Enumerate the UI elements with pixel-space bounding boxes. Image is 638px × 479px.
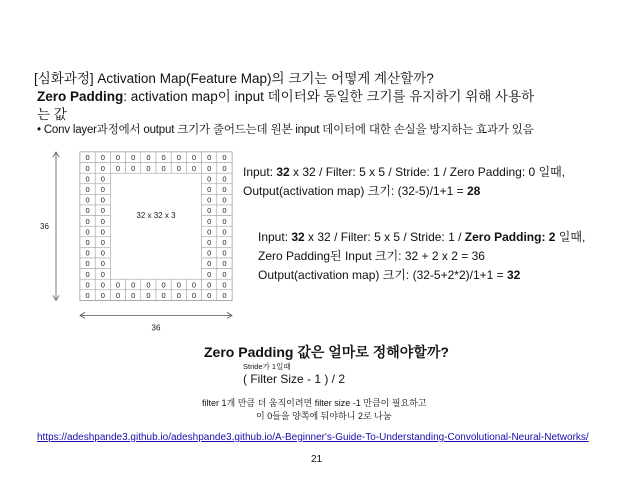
padding-zero: 0 xyxy=(207,269,212,279)
padding-zero: 0 xyxy=(207,185,212,194)
case-with-padding xyxy=(258,228,585,285)
padding-zero: 0 xyxy=(85,269,90,279)
zero-padding-figure xyxy=(34,146,234,336)
padding-zero: 0 xyxy=(146,163,151,173)
bullet-point: • Conv layer과정에서 output 크기가 줄어드는데 원본 input 데이터에 대한 손실을 방지하는 효과가 있음 xyxy=(37,124,534,136)
padding-zero: 0 xyxy=(115,291,121,300)
padding-zero: 0 xyxy=(85,238,90,247)
padding-zero: 0 xyxy=(85,206,90,216)
padding-zero: 0 xyxy=(222,269,227,279)
padding-zero: 0 xyxy=(222,185,227,194)
height-label: 36 xyxy=(40,222,49,232)
padding-zero: 0 xyxy=(207,291,212,300)
padding-zero: 0 xyxy=(207,259,212,269)
padding-zero: 0 xyxy=(85,216,90,226)
width-label: 36 xyxy=(151,323,161,333)
zero-padding-term: Zero Padding xyxy=(37,89,124,104)
case2-line3: Output(activation map) 크기: (32-5+2*2)/1+1 = 32 xyxy=(258,268,521,282)
padding-zero: 0 xyxy=(115,280,121,290)
padding-formula: ( Filter Size - 1 ) / 2 xyxy=(243,372,346,386)
padding-zero: 0 xyxy=(191,291,197,300)
padding-zero: 0 xyxy=(85,174,90,184)
stride-note: Stride가 1일때 xyxy=(243,362,291,371)
padding-zero: 0 xyxy=(85,259,90,269)
padding-zero: 0 xyxy=(161,280,166,290)
padding-zero: 0 xyxy=(131,153,136,163)
padding-zero: 0 xyxy=(191,153,197,163)
padding-zero: 0 xyxy=(85,185,90,194)
padding-zero: 0 xyxy=(207,153,212,163)
padding-zero: 0 xyxy=(207,238,212,247)
padding-zero: 0 xyxy=(100,291,105,300)
padding-zero: 0 xyxy=(131,163,136,173)
padding-zero: 0 xyxy=(191,280,197,290)
padding-zero: 0 xyxy=(207,163,212,173)
padding-zero: 0 xyxy=(161,163,166,173)
padding-zero: 0 xyxy=(222,248,227,258)
padding-zero: 0 xyxy=(100,280,105,290)
padding-zero: 0 xyxy=(146,280,151,290)
padding-zero: 0 xyxy=(100,195,105,205)
padding-zero: 0 xyxy=(85,291,90,300)
padding-zero: 0 xyxy=(207,248,212,258)
padding-zero: 0 xyxy=(222,238,227,247)
padding-zero: 0 xyxy=(222,227,227,237)
padding-zero: 0 xyxy=(100,153,105,163)
slide-title: [심화과정] Activation Map(Feature Map)의 크기는 어떻게 계산할까? xyxy=(34,71,434,86)
padding-zero: 0 xyxy=(100,269,105,279)
padding-zero: 0 xyxy=(85,153,90,163)
padding-zero: 0 xyxy=(85,280,90,290)
padding-zero: 0 xyxy=(146,291,151,300)
case1-line2: Output(activation map) 크기: (32-5)/1+1 = 28 xyxy=(243,184,481,198)
padding-zero: 0 xyxy=(176,291,181,300)
padding-zero: 0 xyxy=(115,153,121,163)
padding-zero: 0 xyxy=(222,195,227,205)
padding-zero: 0 xyxy=(100,185,105,194)
page-number: 21 xyxy=(311,454,323,465)
padding-zero: 0 xyxy=(85,195,90,205)
input-size-label: 32 x 32 x 3 xyxy=(136,211,176,221)
padding-zero: 0 xyxy=(161,291,166,300)
padding-zero: 0 xyxy=(100,227,105,237)
zero-padding-desc: : activation map이 input 데이터와 동일한 크기를 유지하기 위해 사용하 xyxy=(123,89,535,104)
padding-zero: 0 xyxy=(100,216,105,226)
padding-zero: 0 xyxy=(207,195,212,205)
padding-zero: 0 xyxy=(131,291,136,300)
input-region xyxy=(110,173,201,279)
padding-zero: 0 xyxy=(191,163,197,173)
padding-zero: 0 xyxy=(85,248,90,258)
explanation-line2: 이 0들을 양쪽에 둬야하니 2로 나눔 xyxy=(256,411,392,421)
padding-zero: 0 xyxy=(222,153,227,163)
padding-zero: 0 xyxy=(100,174,105,184)
padding-zero: 0 xyxy=(100,238,105,247)
padding-zero: 0 xyxy=(222,206,227,216)
padding-zero: 0 xyxy=(176,153,181,163)
case-no-padding xyxy=(243,163,565,201)
padding-zero: 0 xyxy=(100,163,105,173)
source-link[interactable]: https://adeshpande3.github.io/adeshpande3.github.io/A-Beginner's-Guide-To-Understanding-Convolutional-Neural-Networks/ xyxy=(37,432,589,443)
zero-padding-definition xyxy=(37,85,534,105)
padding-zero: 0 xyxy=(100,259,105,269)
padding-zero: 0 xyxy=(100,248,105,258)
padding-zero: 0 xyxy=(85,163,90,173)
padding-zero: 0 xyxy=(222,280,227,290)
explanation-line1: filter 1개 만큼 더 움직이려면 filter size -1 만큼이 필요하고 xyxy=(202,398,427,408)
padding-zero: 0 xyxy=(161,153,166,163)
padding-zero: 0 xyxy=(207,280,212,290)
padding-zero: 0 xyxy=(115,163,121,173)
case2-line1: Input: 32 x 32 / Filter: 5 x 5 / Stride: 1 / Zero Padding: 2 일때, xyxy=(258,230,586,244)
padding-zero: 0 xyxy=(85,227,90,237)
padding-zero: 0 xyxy=(222,216,227,226)
padding-question: Zero Padding 값은 얼마로 정해야할까? xyxy=(204,344,449,360)
padding-zero: 0 xyxy=(207,227,212,237)
padding-zero: 0 xyxy=(176,163,181,173)
padding-zero: 0 xyxy=(207,216,212,226)
padding-zero: 0 xyxy=(222,174,227,184)
padding-zero: 0 xyxy=(222,291,227,300)
padding-zero: 0 xyxy=(222,259,227,269)
zero-padding-definition-cont: 는 값 xyxy=(37,107,67,122)
padding-zero: 0 xyxy=(100,206,105,216)
padding-zero: 0 xyxy=(176,280,181,290)
padding-zero: 0 xyxy=(146,153,151,163)
padding-zero: 0 xyxy=(131,280,136,290)
padding-zero: 0 xyxy=(207,206,212,216)
case2-line2: Zero Padding된 Input 크기: 32 + 2 x 2 = 36 xyxy=(258,249,485,263)
padding-zero: 0 xyxy=(207,174,212,184)
padding-zero: 0 xyxy=(222,163,227,173)
case1-line1: Input: 32 x 32 / Filter: 5 x 5 / Stride: 1 / Zero Padding: 0 일때, xyxy=(243,165,566,179)
